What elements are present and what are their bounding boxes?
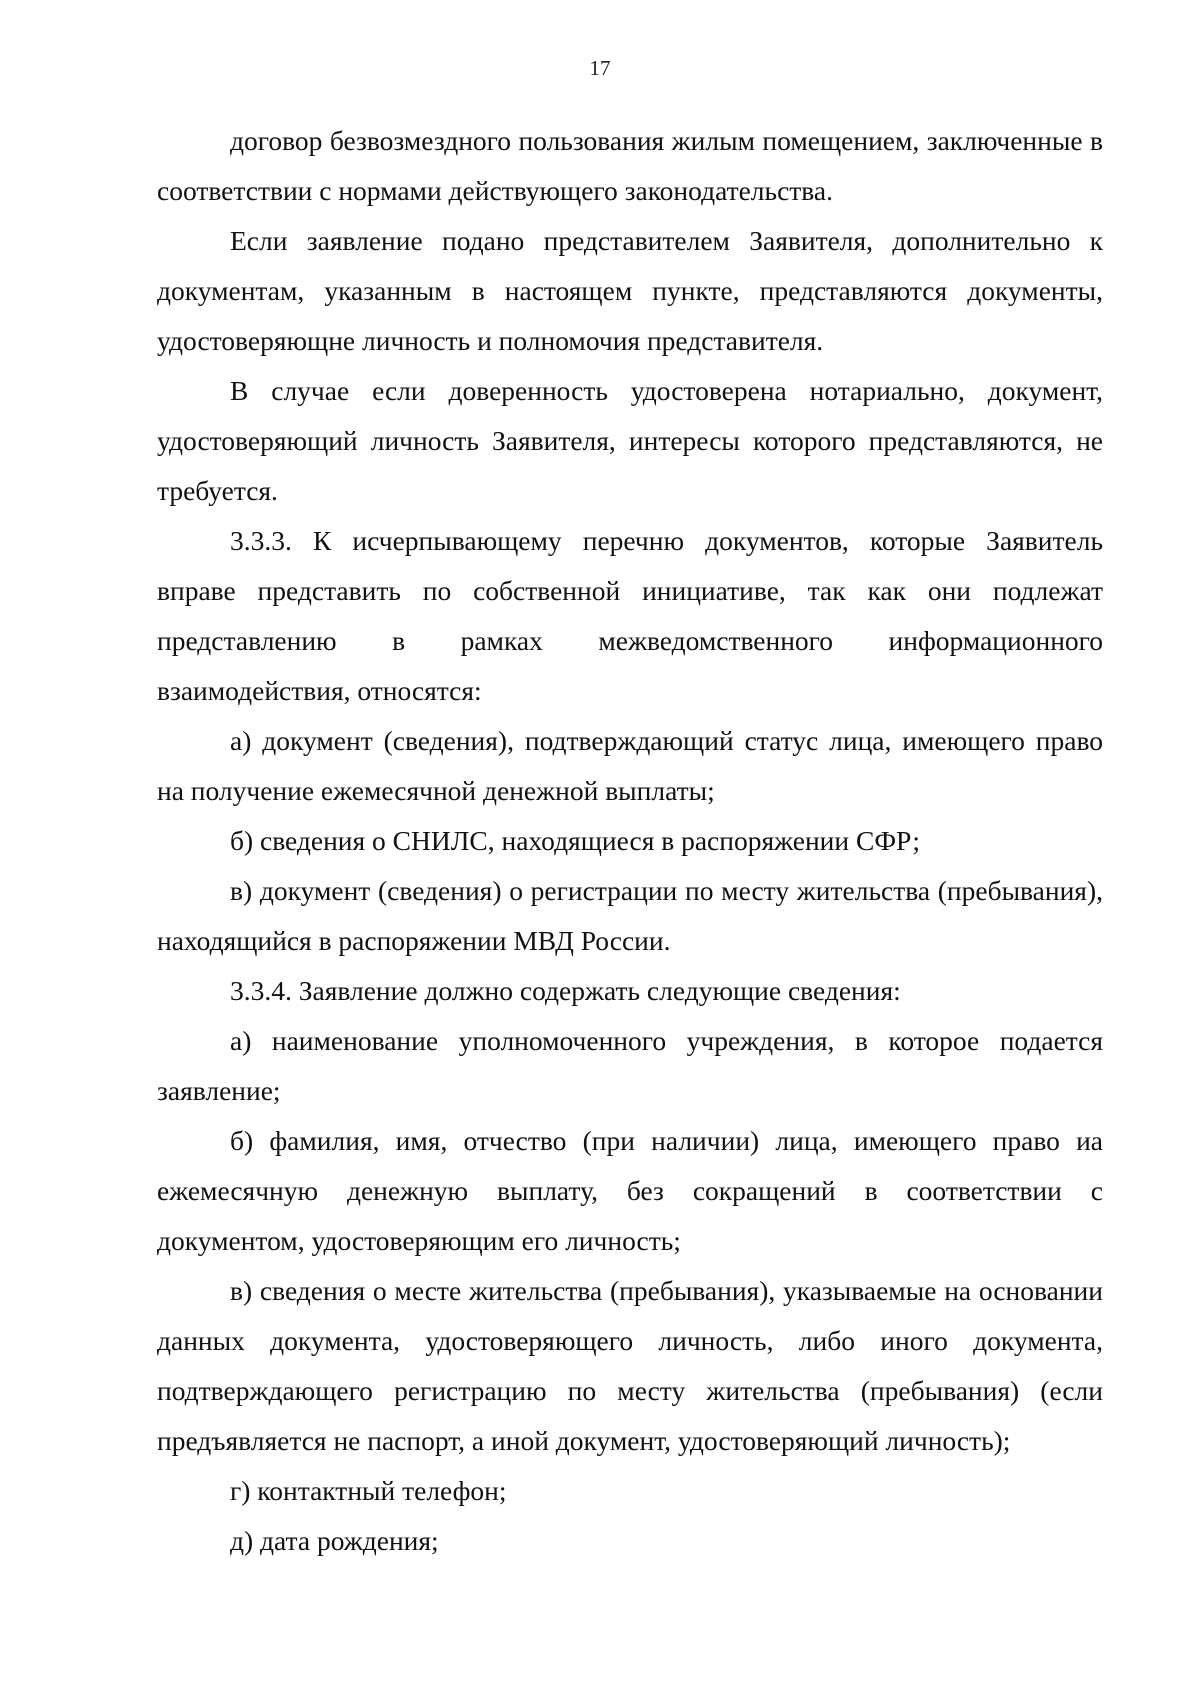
paragraph-3-3-3-heading: 3.3.3. К исчерпывающему перечню документов, которые Заявитель вправе представить по собственной инициативе, так как они подлежат представлению в рамках межведомственного информационного взаимодействия, относятся: <box>157 525 1103 706</box>
list-item-3-3-4-v: в) сведения о месте жительства (пребывания), указываемые на основании данных документа, удостоверяющего личность, либо иного документа, подтверждающего регистрацию по месту жительства (пребывания) (если предъявляется не паспорт, а иной документ, удостоверяющий личность); <box>157 1275 1103 1456</box>
paragraph-contract-continuation: договор безвозмездного пользования жилым помещением, заключенные в соответствии с нормами действующего законодательства. <box>157 125 1103 206</box>
page-number: 17 <box>589 56 611 80</box>
list-item-3-3-4-b: б) фамилия, имя, отчество (при наличии) лица, имеющего право иа ежемесячную денежную выплату, без сокращений в соответствии с документом, удостоверяющим его личность; <box>157 1125 1103 1256</box>
paragraph-notarized-power-of-attorney: В случае если доверенность удостоверена нотариально, документ, удостоверяющий личность Заявителя, интересы которого представляются, не требуется. <box>157 375 1103 506</box>
document-body <box>157 116 1103 1566</box>
list-item-3-3-4-a: а) наименование уполномоченного учреждения, в которое подается заявление; <box>157 1025 1103 1106</box>
paragraph-representative-documents: Если заявление подано представителем Заявителя, дополнительно к документам, указанным в настоящем пункте, представляются документы, удостоверяющне личность и полномочия представителя. <box>157 225 1103 356</box>
list-item-3-3-3-v: в) документ (сведения) о регистрации по месту жительства (пребывания), находящийся в распоряжении МВД России. <box>157 875 1103 956</box>
list-item-3-3-3-a: а) документ (сведения), подтверждающий статус лица, имеющего право на получение ежемесячной денежной выплаты; <box>157 725 1103 806</box>
list-item-3-3-4-d: д) дата рождения; <box>230 1525 439 1556</box>
list-item-3-3-4-g: г) контактный телефон; <box>230 1475 507 1506</box>
paragraph-3-3-4-heading: 3.3.4. Заявление должно содержать следующие сведения: <box>230 975 901 1006</box>
list-item-3-3-3-b: б) сведения о СНИЛС, находящиеся в распоряжении СФР; <box>230 825 920 856</box>
